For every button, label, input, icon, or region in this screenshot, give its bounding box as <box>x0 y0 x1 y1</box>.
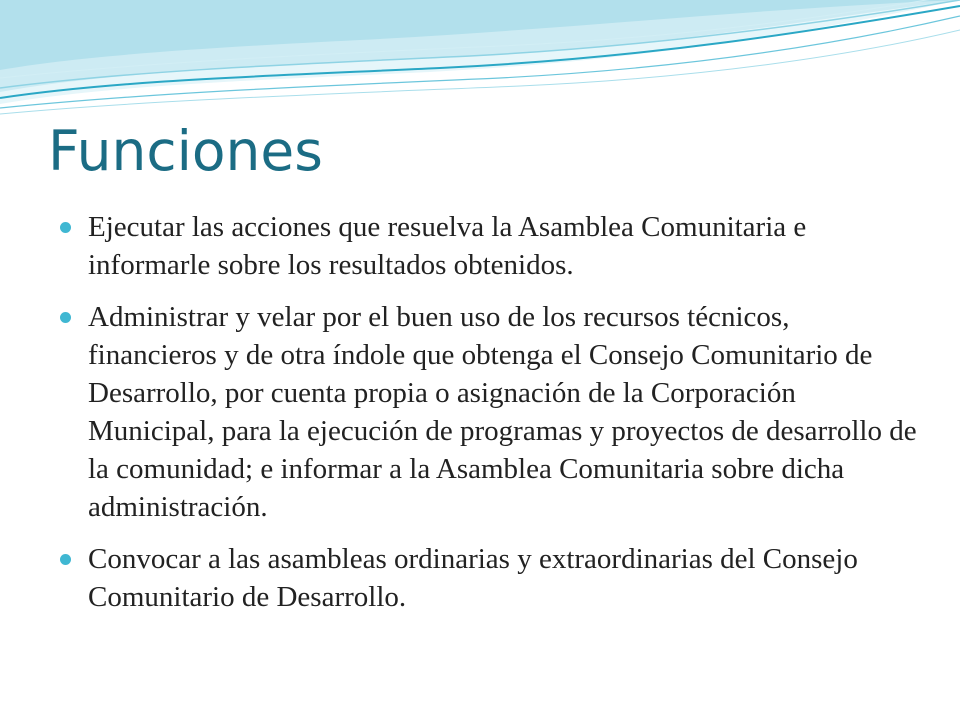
bullet-text: Administrar y velar por el buen uso de los recursos técnicos, financieros y de otra índole que obtenga el Consejo Comunitario de Desarrollo, por cuenta propia o asignación de la Corporación Municipal, para la ejecución de programas y proyectos de desarrollo de la comunidad; e informar a la Asamblea Comunitaria sobre dicha administración. <box>88 301 917 523</box>
slide-title: Funciones <box>48 119 323 183</box>
bullet-dot-icon <box>60 554 71 565</box>
bullet-list <box>60 208 920 630</box>
bullet-dot-icon <box>60 312 71 323</box>
bullet-dot-icon <box>60 222 71 233</box>
bullet-text: Ejecutar las acciones que resuelva la Asamblea Comunitaria e informarle sobre los resultados obtenidos. <box>88 211 807 281</box>
bullet-text: Convocar a las asambleas ordinarias y extraordinarias del Consejo Comunitario de Desarrollo. <box>88 543 858 613</box>
bullet-item <box>60 298 920 526</box>
bullet-item <box>60 540 920 616</box>
decorative-wave-header <box>0 0 960 120</box>
bullet-item <box>60 208 920 284</box>
